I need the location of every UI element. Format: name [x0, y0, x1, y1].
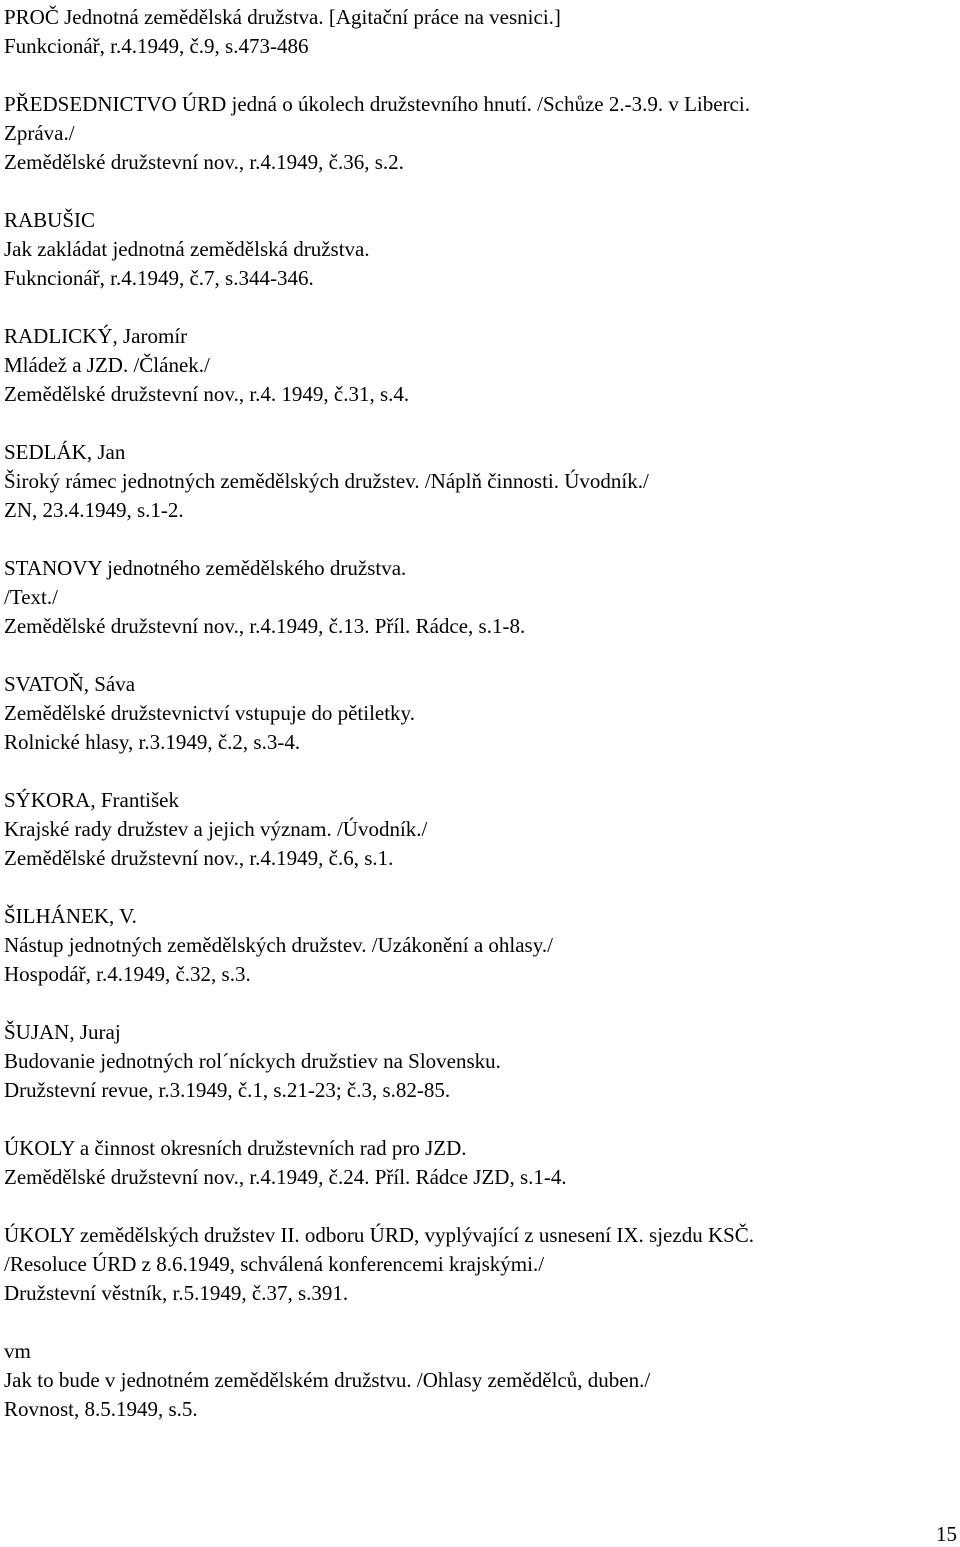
entry-line: Zemědělské družstevní nov., r.4.1949, č.24. Příl. Rádce JZD, s.1-4. [4, 1165, 567, 1189]
entry-line: /Resoluce ÚRD z 8.6.1949, schválená konferencemi krajskými./ [4, 1252, 545, 1276]
entry-heading: vm [4, 1339, 31, 1363]
entry-line: Rovnost, 8.5.1949, s.5. [4, 1397, 198, 1421]
bibliography-list [4, 3, 944, 1453]
entry-heading: PŘEDSEDNICTVO ÚRD jedná o úkolech družstevního hnutí. /Schůze 2.-3.9. v Liberci. [4, 92, 750, 116]
bibliography-entry [4, 1134, 944, 1192]
entry-heading: RABUŠIC [4, 208, 96, 232]
entry-line: Mládež a JZD. /Článek./ [4, 353, 210, 377]
bibliography-entry [4, 90, 944, 177]
entry-heading: SVATOŇ, Sáva [4, 672, 136, 696]
entry-line: Zemědělské družstevní nov., r.4.1949, č.13. Příl. Rádce, s.1-8. [4, 614, 526, 638]
entry-line: Zemědělské družstevní nov., r.4.1949, č.36, s.2. [4, 150, 404, 174]
entry-line: Jak zakládat jednotná zemědělská družstva. [4, 237, 370, 261]
entry-line: Družstevní věstník, r.5.1949, č.37, s.391. [4, 1281, 349, 1305]
bibliography-entry [4, 786, 944, 873]
entry-line: /Text./ [4, 585, 58, 609]
entry-line: Funkcionář, r.4.1949, č.9, s.473-486 [4, 34, 309, 58]
bibliography-entry [4, 1337, 944, 1424]
bibliography-entry [4, 206, 944, 293]
entry-line: Budovanie jednotných rol´níckych družstiev na Slovensku. [4, 1049, 501, 1073]
entry-heading: ŠILHÁNEK, V. [4, 904, 137, 928]
entry-line: Široký rámec jednotných zemědělských družstev. /Náplň činnosti. Úvodník./ [4, 469, 649, 493]
bibliography-entry [4, 3, 944, 61]
entry-heading: SÝKORA, František [4, 788, 180, 812]
entry-heading: SEDLÁK, Jan [4, 440, 126, 464]
bibliography-entry [4, 322, 944, 409]
entry-line: Zemědělské družstevnictví vstupuje do pětiletky. [4, 701, 415, 725]
entry-line: Rolnické hlasy, r.3.1949, č.2, s.3-4. [4, 730, 301, 754]
entry-line: Krajské rady družstev a jejich význam. /Úvodník./ [4, 817, 428, 841]
entry-line: Zpráva./ [4, 121, 75, 145]
entry-heading: STANOVY jednotného zemědělského družstva. [4, 556, 407, 580]
entry-line: Družstevní revue, r.3.1949, č.1, s.21-23; č.3, s.82-85. [4, 1078, 451, 1102]
entry-line: ZN, 23.4.1949, s.1-2. [4, 498, 184, 522]
entry-line: Jak to bude v jednotném zemědělském družstvu. /Ohlasy zemědělců, duben./ [4, 1368, 651, 1392]
bibliography-entry [4, 1221, 944, 1308]
entry-line: Hospodář, r.4.1949, č.32, s.3. [4, 962, 251, 986]
entry-heading: ÚKOLY zemědělských družstev II. odboru ÚRD, vyplývající z usnesení IX. sjezdu KSČ. [4, 1223, 755, 1247]
bibliography-entry [4, 438, 944, 525]
bibliography-entry [4, 902, 944, 989]
bibliography-entry [4, 1018, 944, 1105]
bibliography-entry [4, 670, 944, 757]
entry-heading: ŠUJAN, Juraj [4, 1020, 121, 1044]
bibliography-entry [4, 554, 944, 641]
entry-heading: ÚKOLY a činnost okresních družstevních rad pro JZD. [4, 1136, 467, 1160]
entry-heading: RADLICKÝ, Jaromír [4, 324, 188, 348]
entry-line: Fukncionář, r.4.1949, č.7, s.344-346. [4, 266, 314, 290]
entry-heading: PROČ Jednotná zemědělská družstva. [Agitační práce na vesnici.] [4, 5, 561, 29]
page-number: 15 [936, 1522, 957, 1546]
entry-line: Nástup jednotných zemědělských družstev. /Uzákonění a ohlasy./ [4, 933, 553, 957]
entry-line: Zemědělské družstevní nov., r.4. 1949, č.31, s.4. [4, 382, 410, 406]
entry-line: Zemědělské družstevní nov., r.4.1949, č.6, s.1. [4, 846, 394, 870]
